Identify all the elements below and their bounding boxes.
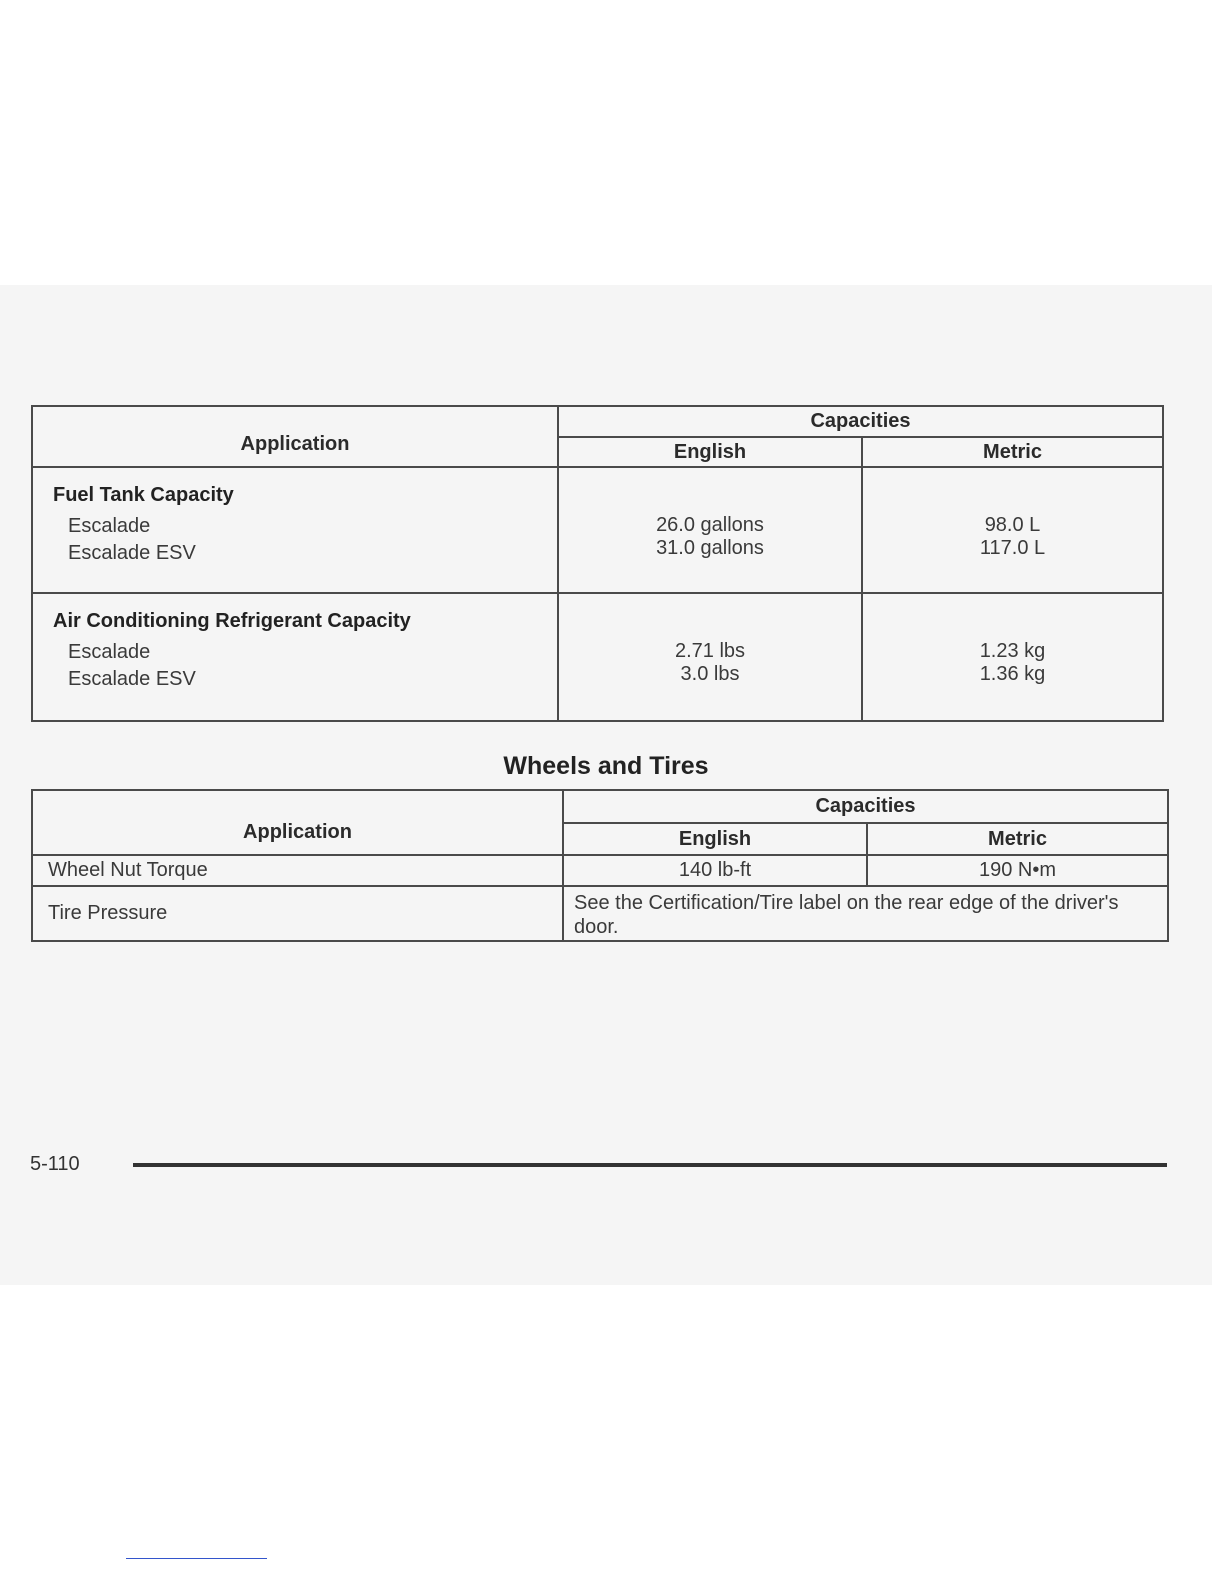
ac-refrigerant-english-escalade-esv: 3.0 lbs — [680, 663, 740, 685]
english-header: English — [558, 437, 862, 467]
fuel-tank-metric-escalade: 98.0 L — [984, 514, 1041, 536]
fuel-tank-row — [32, 467, 1163, 593]
wheels-english-header: English — [563, 823, 867, 855]
capacities-header: Capacities — [558, 406, 1163, 437]
bottom-divider — [126, 1558, 267, 1559]
fuel-tank-english-escalade: 26.0 gallons — [656, 514, 764, 536]
ac-refrigerant-item-escalade-esv: Escalade ESV — [68, 668, 196, 690]
fuel-tank-metric — [862, 467, 1163, 593]
fuel-tank-item-escalade-esv: Escalade ESV — [68, 542, 196, 564]
ac-refrigerant-metric — [862, 593, 1163, 721]
wheel-nut-torque-english: 140 lb-ft — [563, 855, 867, 886]
metric-header: Metric — [862, 437, 1163, 467]
wheels-metric-header: Metric — [867, 823, 1168, 855]
ac-refrigerant-english-escalade: 2.71 lbs — [674, 640, 746, 662]
capacities-table — [31, 405, 1164, 722]
fuel-tank-application — [32, 467, 558, 593]
ac-refrigerant-application — [32, 593, 558, 721]
wheel-nut-torque-metric: 190 N•m — [867, 855, 1168, 886]
wheels-section-title: Wheels and Tires — [503, 752, 709, 780]
fuel-tank-title: Fuel Tank Capacity — [53, 484, 234, 506]
application-header: Application — [32, 406, 558, 467]
wheels-tires-table — [31, 789, 1169, 942]
ac-refrigerant-metric-escalade-esv: 1.36 kg — [979, 663, 1046, 685]
wheel-nut-torque-label: Wheel Nut Torque — [32, 855, 563, 886]
page-number: 5-110 — [30, 1153, 80, 1175]
ac-refrigerant-metric-escalade: 1.23 kg — [979, 640, 1046, 662]
wheel-nut-torque-row — [32, 855, 1168, 886]
wheels-application-header: Application — [32, 790, 563, 855]
fuel-tank-metric-escalade-esv: 117.0 L — [979, 537, 1046, 559]
tire-pressure-row — [32, 886, 1168, 941]
footer-rule — [133, 1163, 1167, 1167]
tire-pressure-label: Tire Pressure — [32, 886, 563, 941]
wheels-capacities-header: Capacities — [563, 790, 1168, 823]
fuel-tank-english — [558, 467, 862, 593]
ac-refrigerant-row — [32, 593, 1163, 721]
fuel-tank-item-escalade: Escalade — [68, 515, 151, 537]
fuel-tank-english-escalade-esv: 31.0 gallons — [656, 537, 764, 559]
tire-pressure-note: See the Certification/Tire label on the rear edge of the driver's door. — [563, 886, 1168, 941]
ac-refrigerant-title: Air Conditioning Refrigerant Capacity — [53, 610, 411, 632]
ac-refrigerant-english — [558, 593, 862, 721]
ac-refrigerant-item-escalade: Escalade — [68, 641, 151, 663]
